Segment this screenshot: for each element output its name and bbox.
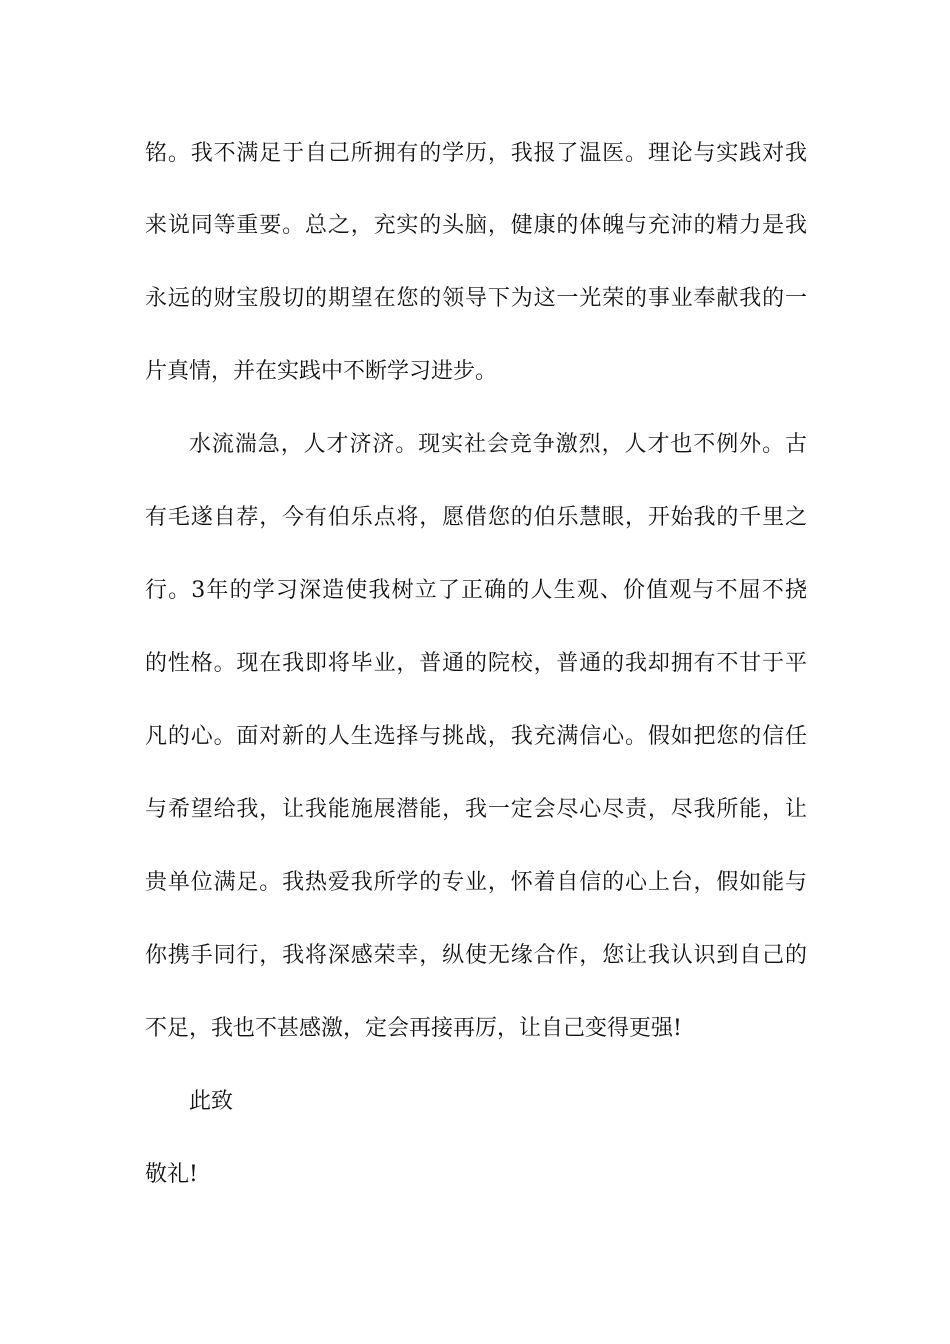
text-line: 的性格。现在我即将毕业，普通的院校，普通的我却拥有不甘于平 — [145, 651, 807, 676]
text-line: 片真情，并在实践中不断学习进步。 — [145, 359, 498, 384]
text-line: 你携手同行，我将深感荣幸，纵使无缘合作，您让我认识到自己的 — [145, 943, 807, 968]
text-line: 有毛遂自荐，今有伯乐点将，愿借您的伯乐慧眼，开始我的千里之 — [145, 505, 807, 530]
text-line: 水流湍急，人才济济。现实社会竞争激烈，人才也不例外。古 — [189, 432, 807, 457]
text-line: 凡的心。面对新的人生选择与挑战，我充满信心。假如把您的信任 — [145, 724, 807, 749]
text-line: 铭。我不满足于自己所拥有的学历，我报了温医。理论与实践对我 — [145, 141, 807, 166]
text-line: 与希望给我，让我能施展潜能，我一定会尽心尽责，尽我所能，让 — [145, 797, 807, 822]
text-line: 来说同等重要。总之，充实的头脑，健康的体魄与充沛的精力是我 — [145, 213, 807, 238]
text-line: 贵单位满足。我热爱我所学的专业，怀着自信的心上台，假如能与 — [145, 870, 807, 895]
closing-regards: 敬礼! — [145, 1162, 198, 1187]
text-line: 行。3年的学习深造使我树立了正确的人生观、价值观与不屈不挠 — [145, 578, 807, 603]
text-line: 不足，我也不甚感激，定会再接再厉，让自己变得更强! — [145, 1016, 682, 1041]
text-line: 永远的财宝殷切的期望在您的领导下为这一光荣的事业奉献我的一 — [145, 286, 807, 311]
closing-salutation: 此致 — [189, 1089, 234, 1114]
